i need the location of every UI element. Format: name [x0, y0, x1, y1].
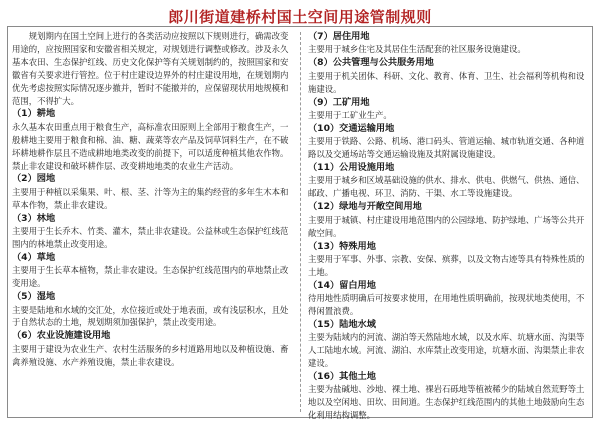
- section-heading-water: （15）陆地水域: [308, 318, 376, 330]
- column-divider: [300, 32, 301, 412]
- section-heading-green-space: （12）绿地与开敞空间用地: [308, 201, 422, 213]
- section-heading-reserved: （14）留白用地: [308, 279, 376, 291]
- section-heading-other-land: （16）其他土地: [308, 371, 376, 383]
- section-heading-residential: （7）居住用地: [308, 31, 370, 42]
- section-heading-utilities: （11）公用设施用地: [308, 162, 395, 174]
- section-body-farmland: 永久基本农田重点用于粮食生产，高标准农田原则上全部用于粮食生产，一般耕地主要用于粮食和棉、油、糖、蔬菜等农产品及饲草饲料生产，在不破坏耕地耕作层且不造成耕地地类改变的前提下，可以适度种植其他农作物。禁止非农建设和破坏耕作层、改变耕地地类的农业生产活动。: [12, 121, 289, 171]
- section-body-green-space: 主要用于城镇、村庄建设用地范围内的公园绿地、防护绿地、广场等公共开敞空间。: [308, 214, 585, 238]
- section-heading-garden: （2）园地: [12, 173, 56, 185]
- page-title: 郎川街道建桥村国土空间用途管制规则: [168, 8, 432, 26]
- section-body-grassland: 主要用于生长草本植物，禁止非农建设。生态保护红线范围内的草地禁止改变用途。: [12, 265, 289, 289]
- section-body-garden: 主要用于种植以采集果、叶、根、茎、汁等为主的集约经营的多年生木本和草本作物，禁止非农建设。: [12, 186, 289, 210]
- section-body-water: 主要为陆域内的河流、湖泊等天然陆地水域，以及水库、坑塘水面、沟渠等人工陆地水域。河流、湖泊、水库禁止改变用途，坑塘水面、沟渠禁止非农建设。: [308, 332, 585, 369]
- section-heading-agri-facility: （6）农业设施建设用地: [12, 330, 111, 342]
- section-body-wetland: 主要是陆地和水域的交汇处，水位接近或处于地表面，或有浅层积水，且处于自然状态的土地，规划期须加强保护，禁止改变用途。: [12, 304, 289, 328]
- section-heading-public-service: （8）公共管理与公共服务用地: [308, 57, 434, 69]
- section-body-public-service: 主要用于机关团体、科研、文化、教育、体育、卫生、社会福利等机构和设施建设。: [308, 70, 585, 94]
- section-heading-special-use: （13）特殊用地: [308, 240, 376, 252]
- section-heading-transport: （10）交通运输用地: [308, 122, 395, 134]
- intro-paragraph: 规划期内在国土空间上进行的各类活动应按照以下规则进行，确需改变用途的，应按照国家和安徽省相关规定，对规划进行调整或修改。涉及永久基本农田、生态保护红线、历史文化保护等有关规划制约的，按照国家和安徽省有关要求进行管控。位于村庄建设边界外的村庄建设用地，在规划期内优先考虑按照实际情况逐步撤并，暂时不能撤并的，应保留现状用地规模和范围，不得扩大。: [12, 31, 289, 106]
- left-column: [12, 30, 294, 369]
- section-body-forest: 主要用于生长乔木、竹类、灌木，禁止非农建设。公益林或生态保护红线范围内的林地禁止改变用途。: [12, 226, 289, 249]
- section-heading-industrial: （9）工矿用地: [308, 96, 370, 108]
- right-column: [308, 30, 590, 422]
- section-heading-wetland: （5）湿地: [12, 291, 56, 303]
- section-heading-farmland: （1）耕地: [12, 108, 56, 120]
- section-body-residential: 主要用于城乡住宅及其居住生活配套的社区服务设施建设。: [308, 44, 526, 55]
- section-heading-grassland: （4）草地: [12, 251, 56, 263]
- section-body-reserved: 待用地性质明确后可按要求使用，在用地性质明确前，按现状地类使用，不得闲置浪费。: [308, 293, 585, 317]
- section-body-transport: 主要用于铁路、公路、机场、港口码头、管道运输、城市轨道交通、各种道路以及交通场站等交通运输设施及其附属设施建设。: [308, 136, 585, 160]
- section-body-special-use: 主要用于军事、外事、宗教、安保、殡葬，以及文物古迹等具有特殊性质的土地。: [308, 253, 585, 277]
- section-body-industrial: 主要用于工矿业生产。: [308, 109, 392, 120]
- section-body-utilities: 主要用于城乡和区域基础设施的供水、排水、供电、供燃气、供热、通信、邮政、广播电视、环卫、消防、干渠、水工等设施建设。: [308, 175, 585, 199]
- section-body-agri-facility: 主要用于建设为农业生产、农村生活服务的乡村道路用地以及种植设施、畜禽养殖设施、水产养殖设施，禁止非农建设。: [12, 343, 289, 367]
- section-heading-forest: （3）林地: [12, 212, 56, 224]
- section-body-other-land: 主要为盐碱地、沙地、裸土地、裸岩石砾地等植被稀少的陆域自然荒野等土地以及空闲地、田坎、田间道。生态保护红线范围内的其他土地鼓励向生态化利用结构调整。: [308, 384, 585, 421]
